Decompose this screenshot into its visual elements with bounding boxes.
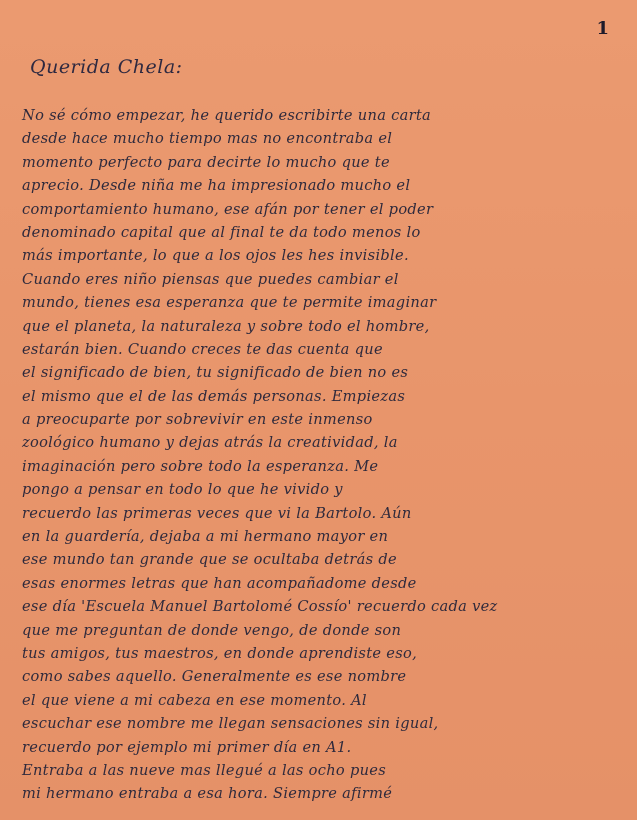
letter-line: como sabes aquello. Generalmente es ese nombre [22, 668, 407, 686]
letter-line: que el planeta, la naturaleza y sobre todo el hombre, [22, 317, 430, 335]
page-number: 1 [596, 18, 609, 39]
letter-line: ese mundo tan grande que se ocultaba detrás de [22, 551, 397, 569]
letter-line: que me preguntan de donde vengo, de donde son [22, 621, 402, 639]
letter-line: esas enormes letras que han acompañadome desde [22, 574, 417, 592]
letter-line: zoológico humano y dejas atrás la creatividad, la [22, 434, 398, 452]
letter-line: el mismo que el de las demás personas. Empiezas [22, 387, 406, 405]
letter-line: pongo a pensar en todo lo que he vivido y [22, 481, 343, 499]
letter-line: ese día 'Escuela Manuel Bartolomé Cossío' recuerdo cada vez [22, 598, 498, 616]
letter-line: desde hace mucho tiempo mas no encontraba el [22, 130, 393, 148]
letter-line: estarán bien. Cuando creces te das cuenta que [22, 340, 383, 358]
letter-line: el que viene a mi cabeza en ese momento. Al [22, 691, 367, 709]
letter-line: en la guardería, dejaba a mi hermano mayor en [22, 528, 389, 546]
letter-line: escuchar ese nombre me llegan sensaciones sin igual, [22, 715, 439, 733]
letter-line: momento perfecto para decirte lo mucho que te [22, 153, 390, 171]
letter-line: Cuando eres niño piensas que puedes cambiar el [22, 270, 399, 288]
letter-line: Entraba a las nueve mas llegué a las ocho pues [22, 761, 387, 779]
letter-line: imaginación pero sobre todo la esperanza. Me [22, 457, 379, 475]
salutation: Querida Chela: [30, 56, 183, 78]
letter-line: mundo, tienes esa esperanza que te permite imaginar [22, 294, 437, 312]
letter-line: el significado de bien, tu significado de bien no es [22, 364, 409, 382]
letter-line: tus amigos, tus maestros, en donde aprendiste eso, [22, 644, 418, 662]
letter-line: a preocuparte por sobrevivir en este inmenso [22, 411, 373, 429]
letter-line: recuerdo las primeras veces que vi la Bartolo. Aún [22, 504, 412, 522]
letter-line: más importante, lo que a los ojos les hes invisible. [22, 247, 409, 265]
letter-line: comportamiento humano, ese afán por tener el poder [22, 200, 434, 218]
letter-line: aprecio. Desde niña me ha impresionado mucho el [22, 177, 411, 195]
letter-line: denominado capital que al final te da todo menos lo [22, 223, 421, 241]
letter-line: mi hermano entraba a esa hora. Siempre afirmé [22, 785, 393, 803]
letter-line: recuerdo por ejemplo mi primer día en A1. [22, 738, 352, 756]
letter-line: No sé cómo empezar, he querido escribirte una carta [22, 107, 432, 124]
letter-body [22, 104, 622, 806]
